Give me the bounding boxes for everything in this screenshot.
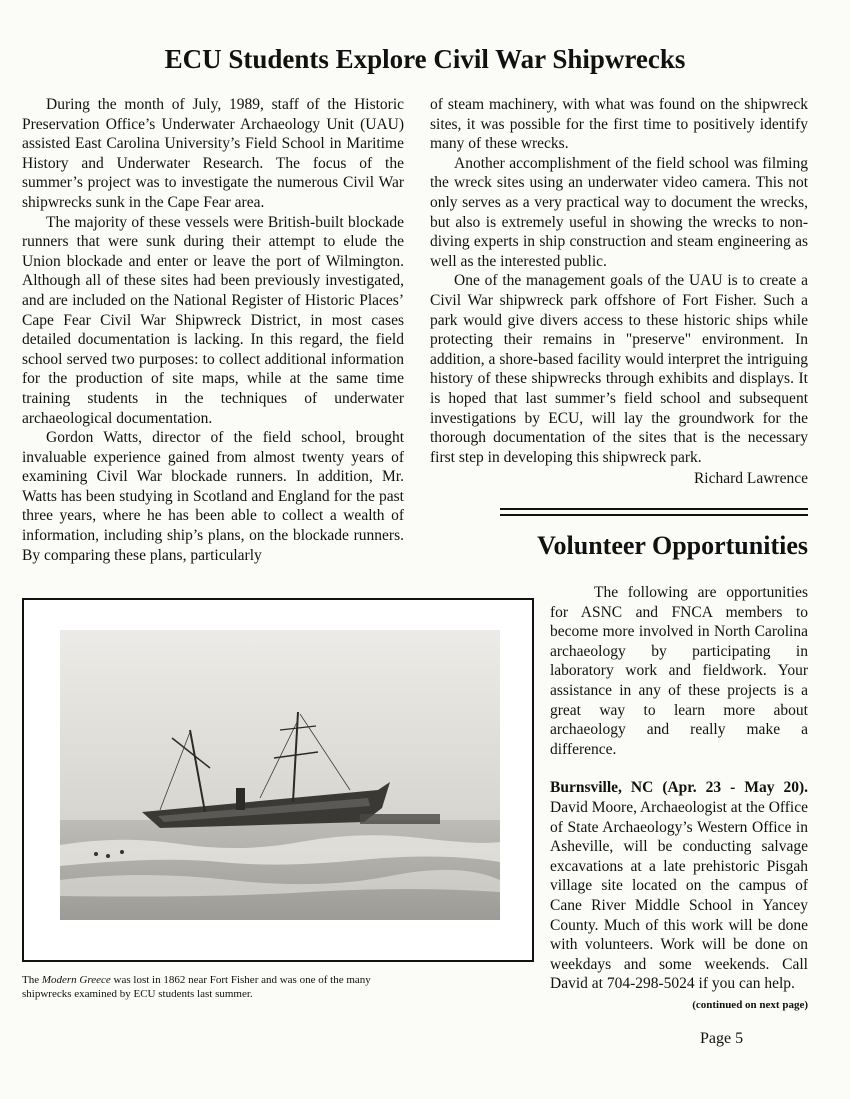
article-title: ECU Students Explore Civil War Shipwrecks [164,44,686,74]
volunteer-column [550,583,808,1015]
page-number: Page 5 [700,1030,744,1047]
article-paragraph: During the month of July, 1989, staff of the Historic Preservation Office’s Underwater Archaeology Unit (UAU) assisted East Carolina University’s Field School in Maritime History and Underwater Research. The focus of the summer’s project was to investigate the numerous Civil War shipwrecks sunk in the Cape Fear area. [22,96,404,211]
article-paragraph: One of the management goals of the UAU is to create a Civil War shipwreck park offshore of Fort Fisher. Such a park would give divers access to these historic ships while protecting their remains in "preserve" environment. In addition, a shore-based facility would interpret the intriguing history of these shipwrecks through exhibits and displays. It is hoped that last summer’s field school and subsequent investigations by ECU, will lay the groundwork for the thorough documentation of the sites that is the necessary first step in developing this shipwreck park. [430,272,808,466]
shipwreck-photo [60,630,500,920]
article-right-column [430,95,808,489]
photo-frame [22,598,534,962]
section-divider [500,508,808,516]
volunteer-entry [550,778,808,994]
volunteer-entry-text: David Moore, Archaeologist at the Office of State Archaeology’s Western Office in Asheville, will be conducting salvage excavations at a late prehistoric Pisgah village site located on the campus of Cane River Middle School in Yancey County. Much of this work will be done with volunteers. Work will be done on weekdays and some weekends. Call David at 704-298-5024 if you can help. [550,798,808,993]
article-paragraph: Gordon Watts, director of the field school, brought invaluable experience gained from almost twenty years of examining Civil War blockade runners. In addition, Mr. Watts has been studying in Scotland and England for the past three years, where he has been able to collect a wealth of information, including ship’s plans, on the blockade runners. By comparing these plans, particularly [22,429,404,564]
caption-ship-name: Modern Greece [41,974,111,986]
article-left-column [22,95,404,565]
author-signature: Richard Lawrence [693,470,808,488]
caption-prefix: The [22,974,42,986]
article-paragraph: Another accomplishment of the field school was filming the wreck sites using an underwater video camera. This not only serves as a very practical way to document the wrecks, but also is extremely useful in showing the wrecks to non-diving experts in ship construction and steam engineering as well as the interested public. [430,154,808,270]
volunteer-title: Volunteer Opportunities [537,531,808,560]
article-paragraph: The majority of these vessels were British-built blockade runners that were sunk during their attempt to elude the Union blockade and enter or leave the port of Wilmington. Although all of these sites had been previously investigated, and are included on the National Register of Historic Places’ Cape Fear Civil War Shipwreck District, in most cases detailed documentation is lacking. In this regard, the field school served two purposes: to collect additional information for the production of site maps, while at the same time training students in the techniques of underwater archaeological documentation. [22,213,404,427]
volunteer-intro: The following are opportunities for ASNC and FNCA members to become more involved in North Carolina archaeology by participating in laboratory work and fieldwork. Your assistance in any of these projects is a great way to learn more about archaeology and really make a difference. [550,584,808,758]
photo-caption [22,973,422,1001]
continued-note: (continued on next page) [692,998,808,1011]
volunteer-entry-heading: Burnsville, NC (Apr. 23 - May 20). [550,779,808,797]
article-paragraph: of steam machinery, with what was found on the shipwreck sites, it was possible for the first time to positively identify many of these wrecks. [430,96,808,153]
caption-text: was lost in 1862 near Fort Fisher and was one of the many shipwrecks examined by ECU students last summer. [22,974,371,1000]
